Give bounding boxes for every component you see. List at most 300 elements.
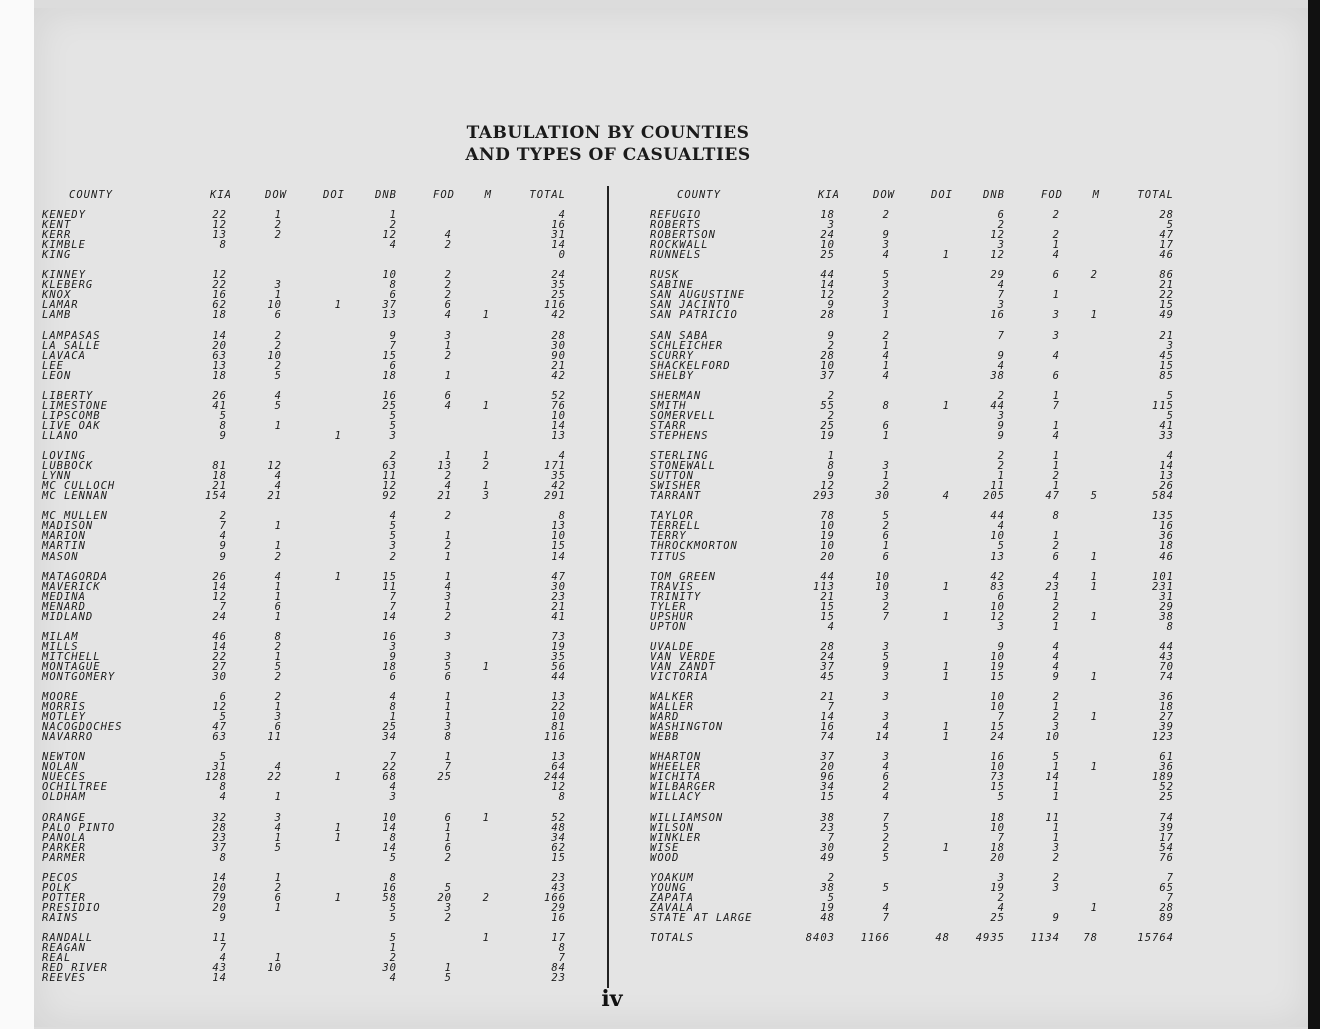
dnb-value: 16: [382, 389, 397, 402]
total-value: 23: [551, 972, 566, 985]
kia-value: 22: [212, 650, 227, 663]
dow-value: 3: [274, 279, 282, 292]
kia-value: 9: [827, 299, 835, 312]
county-name: WILLIAMSON: [650, 811, 724, 824]
county-name: RED RIVER: [42, 962, 108, 975]
dow-value: 9: [882, 229, 890, 242]
kia-value: 12: [212, 701, 227, 714]
table-row: [42, 270, 572, 280]
kia-value: 28: [212, 821, 227, 834]
fod-value: 1: [1052, 831, 1060, 844]
column-header-doi: DOI: [323, 189, 345, 201]
dow-value: 4: [882, 721, 890, 734]
county-name: ORANGE: [42, 811, 86, 824]
dnb-value: 10: [382, 811, 397, 824]
dow-value: 1: [882, 540, 890, 553]
total-value: 74: [1159, 811, 1174, 824]
dnb-value: 5: [389, 530, 397, 543]
kia-value: 4: [827, 620, 835, 633]
total-value: 35: [551, 470, 566, 483]
total-value: 39: [1159, 821, 1174, 834]
total-value: 7: [558, 952, 566, 965]
dnb-value: 6: [389, 359, 397, 372]
total-value: 16: [551, 911, 566, 924]
kia-value: 7: [827, 701, 835, 714]
dow-value: 1: [274, 289, 282, 302]
dnb-value: 2: [389, 550, 397, 563]
fod-value: 13: [437, 460, 452, 473]
kia-value: 18: [212, 309, 227, 322]
dow-value: 8: [274, 630, 282, 643]
dnb-value: 10: [990, 600, 1005, 613]
scan-right-edge: [1308, 0, 1320, 1029]
fod-value: 1: [1052, 791, 1060, 804]
kia-value: 10: [820, 239, 835, 252]
dnb-value: 5: [389, 409, 397, 422]
dnb-value: 3: [389, 430, 397, 442]
dow-value: 12: [267, 460, 282, 473]
kia-value: 293: [813, 490, 835, 503]
total-value: 15: [1159, 359, 1174, 372]
fod-value: 4: [1052, 650, 1060, 663]
dnb-value: 8: [389, 871, 397, 884]
table-row: [42, 672, 572, 682]
county-name: MENARD: [42, 600, 86, 613]
county-name: ROCKWALL: [650, 239, 709, 252]
total-value: 8: [1166, 620, 1174, 633]
county-name: MILLS: [42, 640, 79, 653]
column-header-kia: KIA: [210, 189, 232, 201]
dnb-value: 15: [990, 781, 1005, 794]
table-row: [42, 963, 572, 973]
kia-value: 12: [820, 480, 835, 493]
dnb-value: 22: [382, 761, 397, 774]
dnb-value: 12: [990, 610, 1005, 623]
county-name: UVALDE: [650, 640, 694, 653]
dnb-value: 38: [990, 369, 1005, 382]
dnb-value: 8: [389, 701, 397, 714]
dow-value: 3: [882, 711, 890, 724]
dnb-value: 4: [389, 691, 397, 703]
dnb-value: 4: [389, 781, 397, 794]
dnb-value: 1: [997, 470, 1005, 483]
table-row: [42, 481, 572, 491]
dnb-value: 4: [997, 901, 1005, 914]
county-name: SCHLEICHER: [650, 339, 724, 352]
title-line-1: TABULATION BY COUNTIES: [466, 123, 750, 143]
dow-value: 1: [882, 470, 890, 483]
dow-value: 1: [274, 610, 282, 623]
dow-value: 1: [274, 209, 282, 221]
fod-value: 2: [1052, 691, 1060, 703]
kia-value: 10: [820, 540, 835, 553]
table-row: [42, 531, 572, 541]
table-row: [650, 893, 1180, 903]
fod-value: 1: [444, 711, 452, 724]
total-value: 16: [1159, 520, 1174, 533]
table-row: [42, 662, 572, 672]
total-value: 3: [1166, 339, 1174, 352]
fod-value: 2: [444, 510, 452, 523]
table-row: [650, 853, 1180, 863]
m-value: 78: [1083, 932, 1098, 944]
fod-value: 1: [444, 550, 452, 563]
fod-value: 2: [1052, 610, 1060, 623]
kia-value: 81: [212, 460, 227, 473]
fod-value: 20: [437, 891, 452, 904]
table-row: [650, 451, 1180, 461]
fod-value: 1: [444, 600, 452, 613]
total-value: 4: [1166, 450, 1174, 462]
dow-value: 6: [274, 891, 282, 904]
county-name: MOTLEY: [42, 711, 86, 724]
kia-value: 20: [212, 339, 227, 352]
column-header-m: M: [1092, 189, 1100, 201]
county-name: MORRIS: [42, 701, 86, 714]
dnb-value: 4: [389, 239, 397, 252]
total-value: 48: [551, 821, 566, 834]
total-value: 43: [1159, 650, 1174, 663]
kia-value: 63: [212, 349, 227, 362]
dow-value: 4: [274, 761, 282, 774]
dow-value: 3: [882, 751, 890, 764]
doi-value: 1: [942, 249, 950, 262]
county-name: OCHILTREE: [42, 781, 108, 794]
county-name: PARKER: [42, 841, 86, 854]
dow-value: 5: [882, 881, 890, 894]
total-value: 13: [551, 751, 566, 764]
dow-value: 1: [274, 520, 282, 533]
total-value: 76: [1159, 851, 1174, 864]
fod-value: 4: [1052, 640, 1060, 653]
table-row: [650, 310, 1180, 320]
column-header-total: TOTAL: [529, 189, 566, 201]
kia-value: 14: [212, 329, 227, 342]
dnb-value: 5: [997, 791, 1005, 804]
dnb-value: 7: [997, 289, 1005, 302]
dow-value: 2: [882, 289, 890, 302]
column-header-dnb: DNB: [375, 189, 397, 201]
fod-value: 1134: [1030, 932, 1060, 944]
county-name: LEON: [42, 369, 72, 382]
fod-value: 1: [1052, 460, 1060, 473]
total-value: 62: [551, 841, 566, 854]
dnb-value: 44: [990, 510, 1005, 523]
dow-value: 3: [882, 671, 890, 683]
column-header-dnb: DNB: [983, 189, 1005, 201]
county-name: REEVES: [42, 972, 86, 985]
dnb-value: 30: [382, 962, 397, 975]
dow-value: 2: [274, 339, 282, 352]
dnb-value: 15: [990, 721, 1005, 734]
fod-value: 10: [1045, 731, 1060, 744]
kia-value: 14: [820, 711, 835, 724]
dnb-value: 12: [990, 229, 1005, 242]
fod-value: 6: [444, 299, 452, 312]
m-value: 1: [482, 399, 490, 412]
dow-value: 21: [267, 490, 282, 503]
total-value: 231: [1152, 580, 1174, 593]
total-value: 584: [1152, 490, 1174, 503]
table-row: [650, 712, 1180, 722]
total-value: 30: [551, 580, 566, 593]
table-row: [42, 371, 572, 381]
doi-value: 1: [942, 721, 950, 734]
county-name: MEDINA: [42, 590, 86, 603]
county-name: MC MULLEN: [42, 510, 108, 523]
table-row: [650, 240, 1180, 250]
fod-value: 23: [1045, 580, 1060, 593]
fod-value: 1: [444, 751, 452, 764]
county-name: TRINITY: [650, 590, 702, 603]
kia-value: 113: [813, 580, 835, 593]
fod-value: 1: [444, 450, 452, 462]
dow-value: 3: [882, 279, 890, 292]
total-value: 166: [544, 891, 566, 904]
fod-value: 3: [444, 630, 452, 643]
kia-value: 45: [820, 671, 835, 683]
county-name: SAN JACINTO: [650, 299, 731, 312]
county-name: TAYLOR: [650, 510, 694, 523]
total-value: 17: [1159, 831, 1174, 844]
fod-value: 3: [444, 650, 452, 663]
dnb-value: 15: [382, 570, 397, 583]
total-value: 41: [551, 610, 566, 623]
county-name: STERLING: [650, 450, 709, 462]
table-row: [650, 210, 1180, 220]
dow-value: 3: [274, 711, 282, 724]
county-name: TERRELL: [650, 520, 702, 533]
fod-value: 2: [1052, 851, 1060, 864]
dnb-value: 9: [389, 650, 397, 663]
table-row: [650, 823, 1180, 833]
dow-value: 2: [882, 209, 890, 221]
dow-value: 1: [274, 831, 282, 844]
m-value: 1: [482, 660, 490, 673]
dnb-value: 4: [997, 359, 1005, 372]
total-value: 0: [558, 249, 566, 262]
total-value: 81: [551, 721, 566, 734]
dow-value: 3: [882, 460, 890, 473]
m-value: 2: [482, 460, 490, 473]
column-header-m: M: [484, 189, 492, 201]
table-row: [42, 953, 572, 963]
dnb-value: 3: [389, 640, 397, 653]
table-row: [42, 853, 572, 863]
county-name: WINKLER: [650, 831, 702, 844]
kia-value: 27: [212, 660, 227, 673]
kia-value: 31: [212, 761, 227, 774]
table-row: [650, 702, 1180, 712]
table-row: [42, 421, 572, 431]
kia-value: 16: [212, 289, 227, 302]
county-name: SWISHER: [650, 480, 702, 493]
county-name: WILSON: [650, 821, 694, 834]
doi-value: 1: [942, 671, 950, 683]
dow-value: 5: [274, 841, 282, 854]
table-row: [42, 903, 572, 913]
kia-value: 7: [219, 942, 227, 954]
fod-value: 5: [444, 660, 452, 673]
table-row: [42, 973, 572, 983]
kia-value: 14: [212, 871, 227, 884]
dnb-value: 2: [997, 891, 1005, 904]
page-number: iv: [601, 986, 623, 1012]
doi-value: 1: [334, 771, 342, 784]
county-name: MARION: [42, 530, 86, 543]
dnb-value: 10: [990, 530, 1005, 543]
county-name: TARRANT: [650, 490, 702, 503]
fod-value: 2: [1052, 229, 1060, 242]
dnb-value: 5: [389, 520, 397, 533]
kia-value: 4: [219, 530, 227, 543]
fod-value: 2: [444, 540, 452, 553]
dow-value: 2: [274, 359, 282, 372]
county-name: LAMPASAS: [42, 329, 101, 342]
fod-value: 6: [444, 389, 452, 402]
county-name: UPSHUR: [650, 610, 694, 623]
total-value: 43: [551, 881, 566, 894]
county-name: MONTAGUE: [42, 660, 101, 673]
total-value: 46: [1159, 550, 1174, 563]
dnb-value: 4: [389, 510, 397, 523]
dnb-value: 10: [990, 691, 1005, 703]
fod-value: 3: [1052, 841, 1060, 854]
fod-value: 4: [1052, 570, 1060, 583]
kia-value: 14: [212, 580, 227, 593]
fod-value: 4: [1052, 430, 1060, 442]
dow-value: 6: [274, 309, 282, 322]
kia-value: 19: [820, 901, 835, 914]
county-name: SHELBY: [650, 369, 694, 382]
kia-value: 37: [820, 660, 835, 673]
total-value: 52: [551, 389, 566, 402]
county-name: PALO PINTO: [42, 821, 116, 834]
county-name: KERR: [42, 229, 72, 242]
table-row: [650, 461, 1180, 471]
dnb-value: 14: [382, 610, 397, 623]
dnb-value: 16: [382, 881, 397, 894]
total-value: 21: [551, 600, 566, 613]
table-row: [42, 652, 572, 662]
county-name: SUTTON: [650, 470, 694, 483]
dnb-value: 3: [389, 791, 397, 804]
fod-value: 1: [1052, 450, 1060, 462]
dow-value: 1: [274, 650, 282, 663]
m-value: 1: [1090, 901, 1098, 914]
dnb-value: 6: [997, 590, 1005, 603]
county-name: WASHINGTON: [650, 721, 724, 734]
total-value: 291: [544, 490, 566, 503]
county-name: MONTGOMERY: [42, 671, 116, 683]
total-value: 29: [1159, 600, 1174, 613]
dnb-value: 6: [997, 209, 1005, 221]
dnb-value: 5: [997, 540, 1005, 553]
total-value: 171: [544, 460, 566, 473]
fod-value: 2: [444, 610, 452, 623]
m-value: 2: [482, 891, 490, 904]
kia-value: 30: [820, 841, 835, 854]
fod-value: 1: [444, 701, 452, 714]
m-value: 1: [1090, 309, 1098, 322]
dnb-value: 4: [997, 520, 1005, 533]
table-row: [650, 471, 1180, 481]
kia-value: 19: [820, 430, 835, 442]
total-value: 45: [1159, 349, 1174, 362]
table-row: [42, 230, 572, 240]
county-name: KENT: [42, 219, 72, 231]
total-value: 47: [1159, 229, 1174, 242]
dnb-value: 11: [990, 480, 1005, 493]
fod-value: 47: [1045, 490, 1060, 503]
kia-value: 11: [212, 932, 227, 944]
fod-value: 1: [444, 339, 452, 352]
county-name: WHEELER: [650, 761, 702, 774]
total-value: 52: [1159, 781, 1174, 794]
dow-value: 2: [882, 520, 890, 533]
dnb-value: 2: [389, 219, 397, 231]
dow-value: 1: [274, 580, 282, 593]
fod-value: 2: [1052, 209, 1060, 221]
fod-value: 1: [444, 570, 452, 583]
fod-value: 1: [1052, 389, 1060, 402]
kia-value: 22: [212, 279, 227, 292]
kia-value: 47: [212, 721, 227, 734]
fod-value: 1: [1052, 590, 1060, 603]
dow-value: 1: [882, 339, 890, 352]
county-name: LIBERTY: [42, 389, 94, 402]
dow-value: 4: [274, 570, 282, 583]
county-name: REAGAN: [42, 942, 86, 954]
table-row: [42, 752, 572, 762]
table-row: [42, 943, 572, 953]
county-name: KENEDY: [42, 209, 86, 221]
kia-value: 96: [820, 771, 835, 784]
fod-value: 7: [1052, 399, 1060, 412]
total-value: 24: [551, 269, 566, 282]
table-row: [42, 572, 572, 582]
table-row: [650, 672, 1180, 682]
total-value: 135: [1152, 510, 1174, 523]
table-row: [650, 552, 1180, 562]
dow-value: 7: [882, 911, 890, 924]
table-row: [42, 451, 572, 461]
dow-value: 10: [267, 962, 282, 975]
total-value: 8: [558, 942, 566, 954]
table-row: [650, 331, 1180, 341]
dow-value: 1: [274, 419, 282, 432]
dnb-value: 18: [382, 660, 397, 673]
kia-value: 15: [820, 600, 835, 613]
dnb-value: 12: [990, 249, 1005, 262]
county-name: ROBERTS: [650, 219, 702, 231]
total-value: 73: [551, 630, 566, 643]
total-value: 47: [551, 570, 566, 583]
dnb-value: 9: [389, 329, 397, 342]
dow-value: 14: [875, 731, 890, 744]
kia-value: 14: [820, 279, 835, 292]
dnb-value: 18: [990, 811, 1005, 824]
doi-value: 48: [935, 932, 950, 944]
table-row: [42, 401, 572, 411]
kia-value: 63: [212, 731, 227, 744]
county-name: LAMAR: [42, 299, 79, 312]
table-row: [42, 612, 572, 622]
fod-value: 1: [1052, 289, 1060, 302]
kia-value: 12: [820, 289, 835, 302]
kia-value: 22: [212, 209, 227, 221]
kia-value: 24: [820, 229, 835, 242]
